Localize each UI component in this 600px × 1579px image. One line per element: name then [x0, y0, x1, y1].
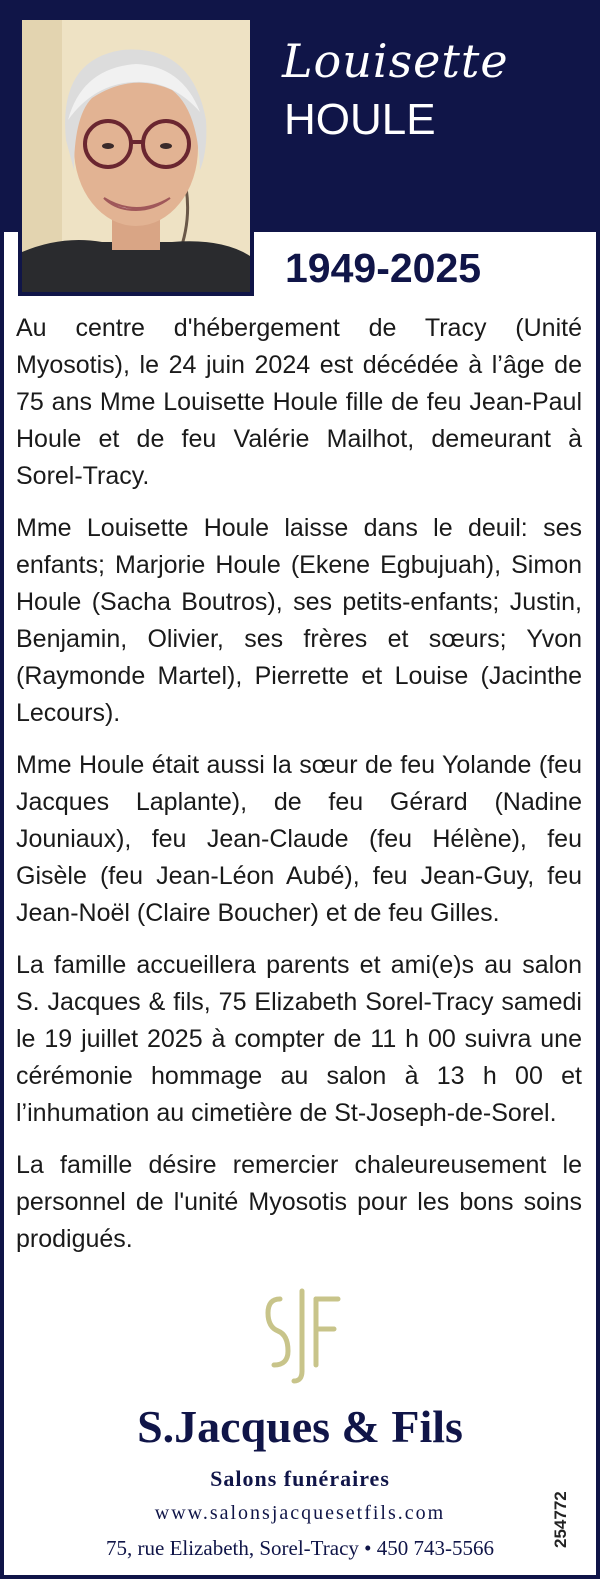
funeral-home-name: S.Jacques & Fils [137, 1401, 463, 1452]
deceased-last-name: HOULE [284, 95, 436, 144]
life-years: 1949-2025 [285, 245, 482, 291]
sjf-monogram-logo [258, 1285, 348, 1385]
obituary-paragraph: Mme Houle était aussi la sœur de feu Yolande (feu Jacques Laplante), de feu Gérard (Nadine Jouniaux), feu Jean-Claude (feu Hélène), feu Gisèle (feu Jean-Léon Aubé), feu Jean-Guy, feu Jean-Noël (Claire Boucher) et de feu Gilles. [16, 751, 582, 927]
ad-reference-number: 254772 [551, 1491, 570, 1548]
deceased-first-name: Louisette [282, 34, 509, 88]
obituary-paragraph: La famille désire remercier chaleureusement le personnel de l'unité Myosotis pour les bons soins prodigués. [16, 1151, 582, 1253]
obituary-paragraph: Mme Louisette Houle laisse dans le deuil: ses enfants; Marjorie Houle (Ekene Egbujuah), Simon Houle (Sacha Boutros), ses petits-enfants; Justin, Benjamin, Olivier, ses frères et sœurs; Yvon (Raymonde Martel), Pierrette et Louise (Jacinthe Lecours). [16, 514, 582, 727]
funeral-home-website: www.salonsjacquesetfils.com [154, 1502, 446, 1524]
funeral-home-address: 75, rue Elizabeth, Sorel-Tracy • 450 743-5566 [106, 1536, 494, 1560]
obituary-paragraph: La famille accueillera parents et ami(e)s au salon S. Jacques & fils, 75 Elizabeth Sorel-Tracy samedi le 19 juillet 2025 à compter de 11 h 00 suivra une cérémonie hommage au salon à 13 h 00 et l’inhumation au cimetière de St-Joseph-de-Sorel. [16, 951, 582, 1127]
obituary-paragraph: Au centre d'hébergement de Tracy (Unité Myosotis), le 24 juin 2024 est décédée à l’âge de 75 ans Mme Louisette Houle fille de feu Jean-Paul Houle et de feu Valérie Mailhot, demeurant à Sorel-Tracy. [16, 314, 582, 490]
obituary-body [16, 310, 582, 1273]
funeral-home-subtitle: Salons funéraires [210, 1466, 390, 1491]
portrait-photo [18, 16, 254, 296]
